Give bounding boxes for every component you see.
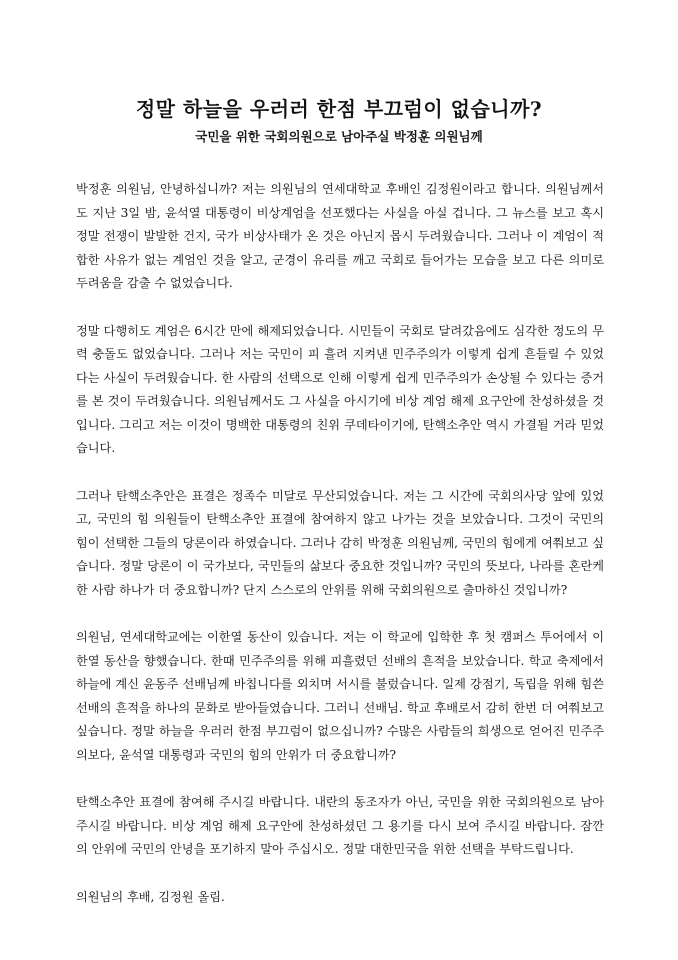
letter-body [76,178,604,909]
paragraph-3: 그러나 탄핵소추안은 표결은 정족수 미달로 무산되었습니다. 저는 그 시간에 국회의사당 앞에 있었고, 국민의 힘 의원들이 탄핵소추안 표결에 참여하지 않고 나가는 것을 보았습니다. 그것이 국민의 힘이 선택한 그들의 당론이라 하였습니다. 그러나 감히 박정훈 의원님께, 국민의 힘에게 여쭤보고 싶습니다. 정말 당론이 이 국가보다, 국민들의 삶보다 중요한 것입니까? 국민의 뜻보다, 나라를 혼란케 한 사람 하나가 더 중요합니까? 단지 스스로의 안위를 위해 국회의원으로 출마하신 것입니까? [76,488,604,597]
letter-signoff: 의원님의 후배, 김정원 올림. [76,889,225,904]
paragraph-4: 의원님, 연세대학교에는 이한열 동산이 있습니다. 저는 이 학교에 입학한 후 첫 캠퍼스 투어에서 이한열 동산을 향했습니다. 한때 민주주의를 위해 피흘렸던 선배의 흔적을 보았습니다. 학교 축제에서 하늘에 계신 윤동주 선배님께 바칩니다를 외치며 서시를 불렀습니다. 일제 강점기, 독립을 위해 힘쓴 선배의 흔적을 하나의 문화로 받아들였습니다. 그러니 선배님. 학교 후배로서 감히 한번 더 여쭤보고 싶습니다. 정말 하늘을 우러러 한점 부끄럼이 없으십니까? 수많은 사람들의 희생으로 얻어진 민주주의보다, 윤석열 대통령과 국민의 힘의 안위가 더 중요합니까? [76,630,604,762]
paragraph-1: 박정훈 의원님, 안녕하십니까? 저는 의원님의 연세대학교 후배인 김정원이라고 합니다. 의원님께서도 지난 3일 밤, 윤석열 대통령이 비상계엄을 선포했다는 사실을 아실 겁니다. 그 뉴스를 보고 혹시 정말 전쟁이 발발한 건지, 국가 비상사태가 온 것은 아닌지 몹시 두려웠습니다. 그러나 이 계엄이 적합한 사유가 없는 계엄인 것을 알고, 군경이 유리를 깨고 국회로 들어가는 모습을 보고 다른 의미로 두려움을 감출 수 없었습니다. [76,182,604,290]
paragraph-5: 탄핵소추안 표결에 참여해 주시길 바랍니다. 내란의 동조자가 아닌, 국민을 위한 국회의원으로 남아 주시길 바랍니다. 비상 계엄 해제 요구안에 찬성하셨던 그 용기를 다시 보여 주시길 바랍니다. 잠깐의 안위에 국민의 안녕을 포기하지 말아 주십시오. 정말 대한민국을 위한 선택을 부탁드립니다. [76,795,604,856]
paragraph-2: 정말 다행히도 계엄은 6시간 만에 해제되었습니다. 시민들이 국회로 달려갔음에도 심각한 정도의 무력 충돌도 없었습니다. 그러나 저는 국민이 피 흘려 지켜낸 민주주의가 이렇게 쉽게 흔들릴 수 있었다는 사실이 두려웠습니다. 한 사람의 선택으로 인해 이렇게 쉽게 민주주의가 손상될 수 있다는 증거를 본 것이 두려웠습니다. 의원님께서도 그 사실을 아시기에 비상 계엄 해제 요구안에 찬성하셨을 것입니다. 그리고 저는 이것이 명백한 대통령의 친위 쿠데타이기에, 탄핵소추안 역시 가결될 거라 믿었습니다. [76,323,604,455]
letter-subtitle: 국민을 위한 국회의원으로 남아주실 박정훈 의원님께 [195,129,483,144]
letter-title: 정말 하늘을 우러러 한점 부끄럼이 없습니까? [135,97,543,121]
